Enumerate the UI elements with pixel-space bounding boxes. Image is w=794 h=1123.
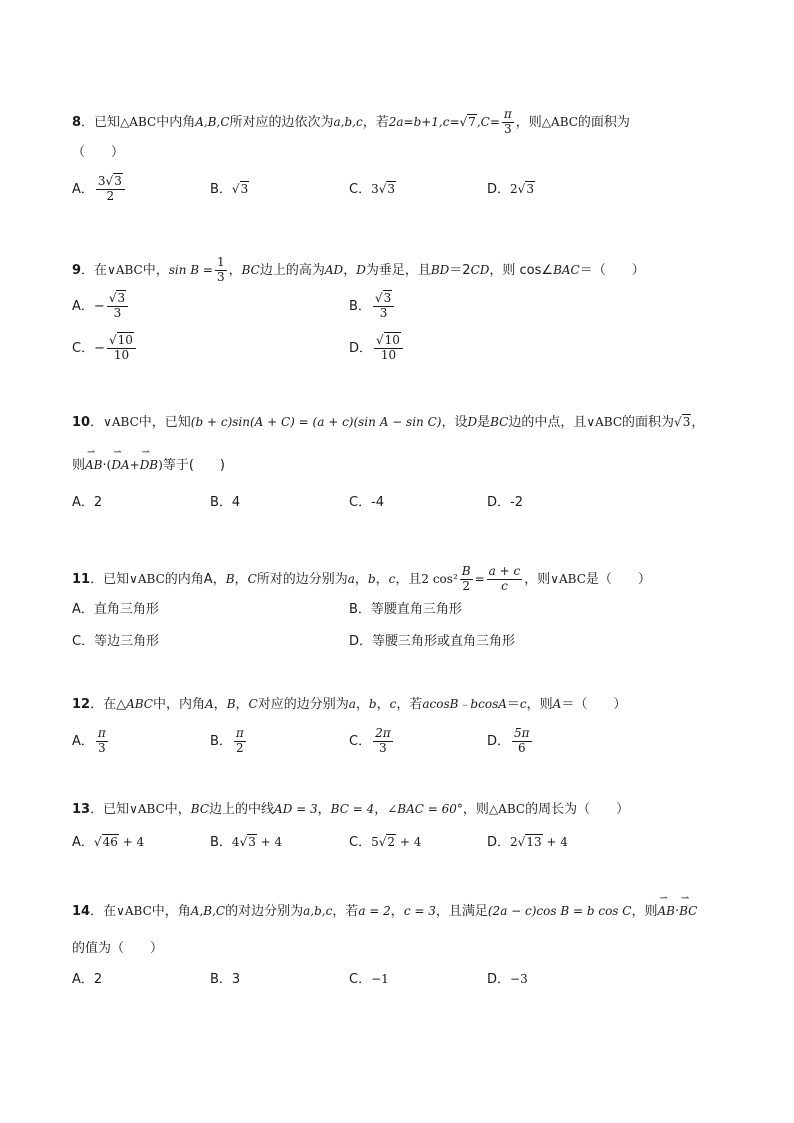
- text: ，: [317, 802, 331, 817]
- text: ，: [343, 262, 357, 278]
- option-label: D．: [487, 182, 511, 197]
- numerator: 5π: [514, 726, 530, 740]
- text: 为垂足，且: [365, 262, 431, 278]
- option-c[interactable]: C．3√3: [349, 182, 396, 197]
- text: ，: [374, 802, 388, 817]
- text: 是（ ）: [585, 571, 651, 587]
- math: c: [389, 697, 397, 711]
- option-b[interactable]: B．√3: [210, 182, 249, 197]
- text: ，: [355, 697, 369, 712]
- option-label: A．: [72, 972, 94, 987]
- text: ，则: [462, 802, 489, 817]
- math: A: [205, 697, 214, 711]
- option-value: 等腰直角三角形: [370, 602, 462, 617]
- coef: 3: [97, 174, 106, 188]
- option-label: A．: [72, 835, 94, 850]
- option-label: B．: [210, 495, 232, 510]
- radicand: 3: [387, 182, 396, 196]
- option-a[interactable]: [72, 973, 102, 986]
- radicand: 10: [117, 333, 133, 347]
- radicand: 3: [240, 182, 249, 196]
- text: 中内角: [156, 114, 196, 130]
- numerator: 2π: [375, 726, 391, 740]
- option-label: B．: [210, 733, 232, 749]
- option-label: B．: [210, 182, 232, 197]
- option-a[interactable]: A．− $\frac{√3}{3}$: [72, 292, 130, 321]
- fraction: $\frac{3√3}{2}$: [96, 175, 125, 204]
- option-label: B．: [210, 972, 232, 987]
- math: △ABC: [541, 114, 578, 129]
- question-13-stem: [72, 803, 629, 816]
- text: ．已知: [90, 802, 130, 817]
- question-9-stem: [72, 256, 645, 285]
- option-label: A．: [72, 181, 94, 197]
- radicand: 3: [248, 835, 256, 849]
- math: A: [552, 697, 562, 711]
- vector: ⇀ AB: [657, 905, 674, 917]
- radicand: 7: [468, 114, 476, 129]
- option-b[interactable]: B． $\frac{√3}{3}$: [349, 292, 396, 321]
- text: 则: [72, 458, 86, 473]
- math: a = 2: [358, 904, 391, 918]
- option-value: 2: [93, 495, 103, 510]
- math: A,B,C: [195, 114, 230, 129]
- option-label: C．: [349, 182, 372, 197]
- sign: −: [93, 298, 105, 314]
- option-d[interactable]: D． $\frac{√10}{10}$: [349, 334, 405, 363]
- radicand: 3: [383, 291, 392, 305]
- math: AD: [324, 262, 344, 277]
- vector: ⇀ BC: [679, 905, 697, 917]
- text: ，若: [362, 114, 389, 130]
- math: ,C=: [476, 114, 500, 129]
- denominator: 10: [113, 347, 130, 362]
- option-value: 等边三角形: [94, 634, 160, 649]
- question-number: 10: [72, 415, 91, 430]
- numerator: 1: [216, 255, 225, 269]
- text: ，: [375, 571, 389, 587]
- text: 的面积为: [577, 114, 630, 130]
- math: BC: [241, 262, 260, 277]
- math: ∨ABC: [103, 415, 139, 429]
- text: ．在: [81, 262, 108, 278]
- question-number: 14: [72, 904, 91, 919]
- math: a,b,c: [303, 904, 333, 918]
- denominator: 2: [462, 578, 470, 593]
- text: ，: [212, 571, 226, 587]
- math: sin B =: [168, 262, 213, 277]
- option-label: C．: [72, 634, 95, 649]
- math: c: [519, 697, 527, 711]
- text: ，: [228, 262, 242, 278]
- math: △ABC: [120, 114, 157, 129]
- option-value: −1: [371, 972, 389, 986]
- radicand: 3: [526, 182, 534, 196]
- math: △ABC: [488, 802, 526, 816]
- text: 所对应的边依次为: [229, 114, 334, 130]
- math: A: [203, 571, 213, 587]
- text: ＝2: [449, 262, 471, 278]
- question-number: 12: [72, 697, 91, 712]
- option-a[interactable]: [72, 496, 102, 509]
- text: ＝（ ）: [579, 262, 645, 278]
- text: ，: [213, 697, 227, 712]
- math: ∨ABC: [129, 571, 165, 586]
- text: ＝（ ）: [561, 697, 627, 712]
- option-label: A．: [72, 495, 94, 510]
- option-b[interactable]: [210, 727, 248, 756]
- question-number: 11: [72, 571, 91, 587]
- text: 的内角: [164, 571, 204, 587]
- math: acosB﹣bcosA: [422, 697, 507, 711]
- option-d[interactable]: D．2√3: [487, 182, 534, 197]
- math: B: [226, 697, 236, 711]
- math: AD = 3: [274, 802, 318, 816]
- option-label: C．: [349, 495, 372, 510]
- question-14-stem: [72, 905, 697, 918]
- text: ，: [376, 697, 390, 712]
- coef: 5: [371, 835, 379, 849]
- text: ，则: [524, 571, 551, 587]
- coef: 4: [231, 835, 240, 849]
- numerator: B: [461, 564, 471, 578]
- math: BC: [190, 802, 210, 816]
- text: ．已知: [90, 571, 130, 587]
- radicand: 13: [526, 835, 542, 849]
- denominator: 10: [380, 347, 397, 362]
- option-label: B．: [349, 298, 371, 314]
- text: ，: [354, 571, 368, 587]
- math: ∨ABC: [129, 802, 165, 816]
- text: 等于( ): [162, 458, 225, 473]
- tail: + 4: [118, 835, 145, 849]
- math: BC = 4: [330, 802, 375, 816]
- text: ，且满足: [435, 904, 488, 919]
- option-d[interactable]: [487, 496, 523, 509]
- text: ·: [102, 458, 107, 473]
- question-10-stem: 10．∨ABC中，已知(b + c)sin(A + C) = (a + c)(sin A − sin C)，设D是BC边的中点，且∨ABC的面积为√3，: [72, 415, 705, 430]
- option-label: C．: [349, 835, 372, 850]
- radicand: 3: [682, 415, 691, 429]
- option-a[interactable]: A．√46 + 4: [72, 835, 145, 850]
- math: ∨ABC: [107, 262, 143, 277]
- math: BC: [490, 415, 509, 429]
- option-label: D．: [487, 835, 511, 850]
- text: ，则: [631, 904, 658, 919]
- coef: 2: [510, 182, 518, 196]
- option-value: 等腰三角形或直角三角形: [372, 634, 516, 649]
- tail: + 4: [396, 835, 422, 849]
- question-8-paren: （ ）: [72, 145, 125, 160]
- math: ∨ABC: [550, 571, 586, 586]
- math: ∠BAC = 60°: [387, 802, 463, 816]
- math: 2a=b+1,c=: [388, 114, 460, 129]
- denominator: 3: [113, 305, 122, 320]
- math: b: [367, 571, 376, 586]
- option-c[interactable]: C．− $\frac{√10}{10}$: [72, 334, 138, 363]
- option-label: B．: [349, 602, 371, 617]
- option-b[interactable]: [210, 496, 240, 509]
- text: 的面积为: [622, 415, 675, 430]
- question-number: 9: [72, 262, 82, 278]
- text: 中，角: [151, 904, 191, 919]
- vector: ⇀ DA: [111, 459, 129, 471]
- question-10-line2: 则⇀ AB·(⇀ DA+⇀ DB)等于( ): [72, 459, 225, 472]
- option-a[interactable]: [72, 603, 159, 616]
- text: 的周长为（ ）: [525, 802, 630, 817]
- question-14-line2: 的值为（ ）: [72, 941, 164, 956]
- text: 对应的边分别为: [257, 697, 349, 712]
- text: ．: [90, 415, 104, 430]
- option-d[interactable]: [487, 727, 534, 756]
- math: c = 3: [403, 904, 436, 918]
- text: ，设: [441, 415, 468, 430]
- option-value: 4: [231, 495, 241, 510]
- coef: 3: [371, 182, 379, 196]
- text: ，: [235, 697, 249, 712]
- option-value: 2: [93, 972, 103, 987]
- question-8-stem: [72, 108, 630, 137]
- text: 边上的中线: [209, 802, 275, 817]
- text: ．在△: [90, 697, 127, 712]
- option-d[interactable]: [349, 635, 515, 648]
- tail: + 4: [256, 835, 283, 849]
- text: ＝: [506, 697, 520, 712]
- text: 中，内角: [152, 697, 205, 712]
- math: ABC: [126, 697, 153, 711]
- radicand: 10: [384, 333, 400, 347]
- tail: + 4: [542, 835, 568, 849]
- fraction: [215, 256, 227, 285]
- text: ，: [691, 415, 705, 430]
- numerator: a + c: [488, 564, 521, 578]
- denominator: 2: [106, 188, 115, 203]
- math: B: [225, 571, 235, 586]
- math: BAC: [553, 262, 580, 277]
- option-label: C．: [349, 972, 372, 987]
- math: D: [467, 415, 478, 429]
- option-b[interactable]: [210, 973, 240, 986]
- sign: −: [94, 340, 105, 356]
- math: b: [368, 697, 377, 711]
- math: +: [129, 458, 140, 472]
- radicand: 3: [114, 174, 122, 188]
- text: ，若: [332, 904, 359, 919]
- denominator: 2: [236, 740, 244, 755]
- math: a,b,c: [333, 114, 363, 129]
- option-value: -2: [510, 495, 523, 510]
- text: 边上的高为: [259, 262, 325, 278]
- option-label: D．: [349, 340, 373, 356]
- text: 中，已知: [138, 415, 191, 430]
- option-b[interactable]: [349, 603, 462, 616]
- question-11-stem: [72, 565, 651, 594]
- math: 2 cos²: [421, 571, 458, 586]
- option-label: B．: [210, 835, 232, 850]
- option-label: D．: [487, 495, 511, 510]
- option-b[interactable]: B．4√3 + 4: [210, 835, 283, 850]
- option-a[interactable]: [72, 727, 110, 756]
- option-label: A．: [72, 733, 94, 749]
- question-12-stem: [72, 698, 626, 711]
- math: BD: [430, 262, 450, 277]
- coef: 2: [510, 835, 518, 849]
- radicand: 3: [117, 291, 126, 305]
- text: 中，: [142, 262, 169, 278]
- math: ∨ABC: [116, 904, 152, 918]
- math: C: [247, 571, 257, 586]
- math: =: [474, 571, 485, 586]
- math: (b + c)sin(A + C) = (a + c)(sin A − sin C): [190, 415, 442, 429]
- math: A,B,C: [190, 904, 226, 918]
- option-c[interactable]: [72, 635, 159, 648]
- option-label: C．: [72, 340, 95, 356]
- option-value: −3: [510, 972, 528, 986]
- option-c[interactable]: [349, 727, 395, 756]
- option-value: -4: [371, 495, 385, 510]
- denominator: 6: [517, 740, 526, 755]
- numerator: π: [503, 107, 512, 121]
- option-label: C．: [349, 733, 372, 749]
- text: 的对边分别为: [225, 904, 304, 919]
- option-value: 3: [231, 972, 241, 987]
- math: c: [388, 571, 396, 586]
- option-c[interactable]: C．5√2 + 4: [349, 835, 422, 850]
- question-number: 8: [72, 114, 82, 130]
- math: CD: [470, 262, 490, 277]
- text: ，: [234, 571, 248, 587]
- option-d[interactable]: D．2√13 + 4: [487, 835, 568, 850]
- math: a: [348, 697, 356, 711]
- option-label: D．: [349, 634, 373, 649]
- text: ，则: [526, 697, 553, 712]
- denominator: c: [501, 578, 508, 593]
- math: (2a − c)cos B = b cos C: [487, 904, 632, 918]
- option-d[interactable]: [487, 973, 528, 986]
- text: 所对的边分别为: [256, 571, 348, 587]
- option-label: A．: [72, 602, 94, 617]
- option-label: D．: [487, 972, 511, 987]
- denominator: 3: [379, 740, 387, 755]
- option-label: D．: [487, 733, 511, 749]
- question-number: 13: [72, 802, 91, 817]
- fraction: [502, 108, 514, 137]
- math: D: [356, 262, 366, 277]
- denominator: 3: [98, 740, 106, 755]
- option-c[interactable]: [349, 496, 384, 509]
- denominator: 3: [216, 269, 225, 284]
- text: 是: [477, 415, 491, 430]
- text: ，: [390, 904, 404, 919]
- math: a: [347, 571, 355, 586]
- sqrt: √7: [459, 114, 476, 129]
- numerator: π: [235, 726, 244, 740]
- denominator: 3: [504, 121, 512, 136]
- math: C: [248, 697, 258, 711]
- option-c[interactable]: [349, 973, 389, 986]
- radicand: 46: [102, 835, 118, 849]
- option-value: 直角三角形: [93, 602, 159, 617]
- vector: ⇀ DB: [140, 459, 158, 471]
- text: ，则 cos∠: [489, 262, 554, 278]
- text: ·: [674, 904, 680, 919]
- text: 边的中点，且: [508, 415, 587, 430]
- math: ∨ABC: [586, 415, 623, 429]
- option-label: A．: [72, 298, 94, 314]
- text: ，若: [396, 697, 423, 712]
- vector: ⇀ AB: [85, 459, 102, 471]
- text: ，且: [395, 571, 422, 587]
- text: 中，: [164, 802, 191, 817]
- option-a[interactable]: [72, 175, 127, 204]
- text: ．在: [90, 904, 117, 919]
- numerator: π: [97, 726, 106, 740]
- text: ，则: [515, 114, 542, 130]
- denominator: 3: [379, 305, 388, 320]
- text: ．已知: [81, 114, 121, 130]
- radicand: 2: [387, 835, 396, 849]
